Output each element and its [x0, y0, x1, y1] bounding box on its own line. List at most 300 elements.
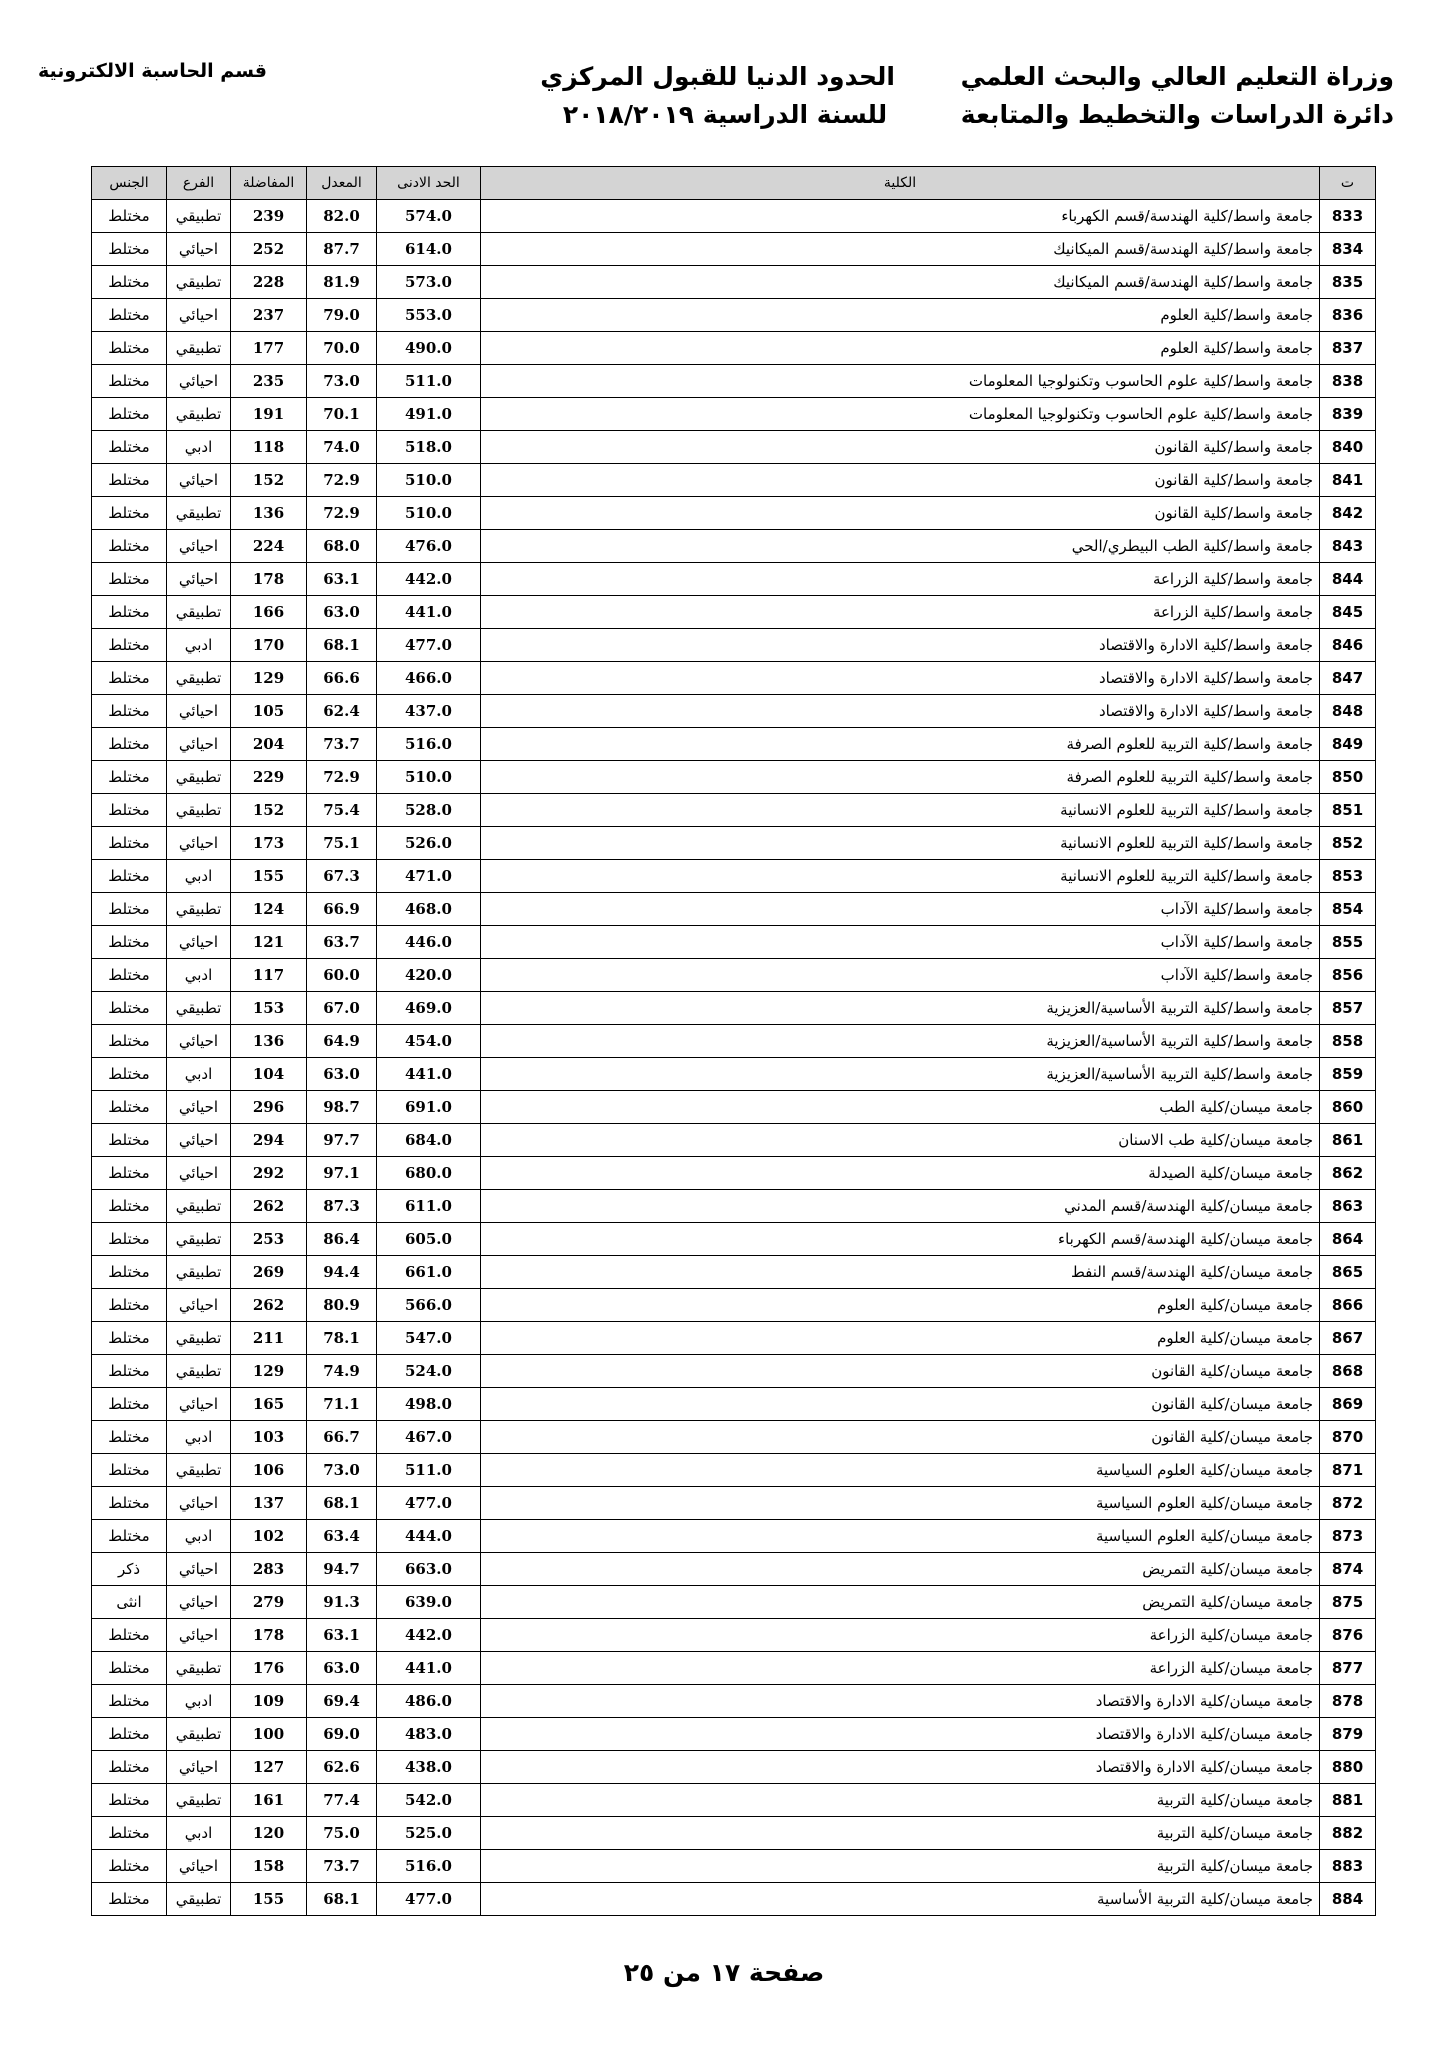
cell-college: جامعة واسط/كلية التربية الأساسية/العزيزية [481, 992, 1320, 1025]
cell-average: 63.4 [307, 1520, 377, 1553]
cell-college: جامعة ميسان/كلية الهندسة/قسم المدني [481, 1190, 1320, 1223]
cell-preference: 124 [231, 893, 307, 926]
table-row [92, 596, 1376, 629]
cell-min-score: 441.0 [377, 596, 481, 629]
cell-min-score: 680.0 [377, 1157, 481, 1190]
cell-num: 880 [1320, 1751, 1376, 1784]
cell-college: جامعة ميسان/كلية الزراعة [481, 1619, 1320, 1652]
cell-min-score: 466.0 [377, 662, 481, 695]
cell-gender: مختلط [92, 1751, 167, 1784]
table-row [92, 1718, 1376, 1751]
cell-branch: احيائي [167, 728, 231, 761]
cell-branch: احيائي [167, 1553, 231, 1586]
cell-num: 848 [1320, 695, 1376, 728]
cell-branch: تطبيقي [167, 1223, 231, 1256]
cell-preference: 137 [231, 1487, 307, 1520]
table-row [92, 629, 1376, 662]
cell-min-score: 542.0 [377, 1784, 481, 1817]
cell-min-score: 526.0 [377, 827, 481, 860]
cell-num: 841 [1320, 464, 1376, 497]
cell-min-score: 553.0 [377, 299, 481, 332]
cell-gender: مختلط [92, 1256, 167, 1289]
table-row [92, 1883, 1376, 1916]
cell-gender: مختلط [92, 1883, 167, 1916]
cell-preference: 279 [231, 1586, 307, 1619]
cell-gender: ذكر [92, 1553, 167, 1586]
cell-preference: 237 [231, 299, 307, 332]
table-row [92, 1685, 1376, 1718]
cell-average: 70.1 [307, 398, 377, 431]
cell-gender: مختلط [92, 1685, 167, 1718]
cell-preference: 105 [231, 695, 307, 728]
cell-college: جامعة واسط/كلية الهندسة/قسم الميكانيك [481, 233, 1320, 266]
cell-average: 63.1 [307, 1619, 377, 1652]
cell-gender: مختلط [92, 1718, 167, 1751]
cell-num: 884 [1320, 1883, 1376, 1916]
document-title: الحدود الدنيا للقبول المركزي [540, 62, 895, 91]
cell-gender: مختلط [92, 1817, 167, 1850]
cell-preference: 100 [231, 1718, 307, 1751]
table-body [92, 200, 1376, 1916]
cell-num: 837 [1320, 332, 1376, 365]
cell-average: 72.9 [307, 464, 377, 497]
cell-branch: تطبيقي [167, 1652, 231, 1685]
cell-average: 97.1 [307, 1157, 377, 1190]
cell-college: جامعة ميسان/كلية العلوم [481, 1289, 1320, 1322]
cell-gender: مختلط [92, 794, 167, 827]
table-row [92, 761, 1376, 794]
cell-gender: مختلط [92, 266, 167, 299]
cell-average: 77.4 [307, 1784, 377, 1817]
cell-branch: احيائي [167, 1487, 231, 1520]
cell-average: 94.4 [307, 1256, 377, 1289]
cell-preference: 269 [231, 1256, 307, 1289]
cell-branch: تطبيقي [167, 794, 231, 827]
cell-gender: مختلط [92, 1058, 167, 1091]
cell-gender: مختلط [92, 365, 167, 398]
cell-gender: مختلط [92, 926, 167, 959]
cell-branch: تطبيقي [167, 1718, 231, 1751]
cell-preference: 121 [231, 926, 307, 959]
cell-college: جامعة واسط/كلية الآداب [481, 926, 1320, 959]
cell-min-score: 573.0 [377, 266, 481, 299]
cell-gender: مختلط [92, 1289, 167, 1322]
cell-num: 862 [1320, 1157, 1376, 1190]
cell-preference: 129 [231, 1355, 307, 1388]
cell-average: 73.0 [307, 1454, 377, 1487]
cell-preference: 239 [231, 200, 307, 233]
cell-college: جامعة ميسان/كلية الادارة والاقتصاد [481, 1751, 1320, 1784]
cell-gender: مختلط [92, 860, 167, 893]
table-row [92, 1454, 1376, 1487]
cell-branch: احيائي [167, 365, 231, 398]
cell-min-score: 611.0 [377, 1190, 481, 1223]
cell-min-score: 498.0 [377, 1388, 481, 1421]
cell-gender: مختلط [92, 992, 167, 1025]
cell-branch: ادبي [167, 1685, 231, 1718]
cell-min-score: 441.0 [377, 1652, 481, 1685]
table-row [92, 1586, 1376, 1619]
cell-min-score: 663.0 [377, 1553, 481, 1586]
cell-branch: ادبي [167, 1817, 231, 1850]
cell-min-score: 605.0 [377, 1223, 481, 1256]
cell-num: 839 [1320, 398, 1376, 431]
table-row [92, 1256, 1376, 1289]
cell-branch: تطبيقي [167, 596, 231, 629]
table-row [92, 728, 1376, 761]
ministry-header [961, 58, 1394, 134]
cell-num: 858 [1320, 1025, 1376, 1058]
table-row [92, 1520, 1376, 1553]
cell-gender: مختلط [92, 1025, 167, 1058]
cell-gender: مختلط [92, 1520, 167, 1553]
cell-preference: 262 [231, 1190, 307, 1223]
page-number: صفحة ١٧ من ٢٥ [623, 1958, 825, 1987]
cell-branch: احيائي [167, 1619, 231, 1652]
cell-num: 874 [1320, 1553, 1376, 1586]
cell-college: جامعة ميسان/كلية التربية [481, 1817, 1320, 1850]
cell-gender: مختلط [92, 761, 167, 794]
cell-branch: تطبيقي [167, 1454, 231, 1487]
cell-num: 883 [1320, 1850, 1376, 1883]
cell-preference: 191 [231, 398, 307, 431]
cell-average: 69.4 [307, 1685, 377, 1718]
cell-num: 843 [1320, 530, 1376, 563]
table-row [92, 662, 1376, 695]
cell-college: جامعة واسط/كلية العلوم [481, 332, 1320, 365]
cell-average: 63.0 [307, 596, 377, 629]
cell-min-score: 547.0 [377, 1322, 481, 1355]
cell-average: 81.9 [307, 266, 377, 299]
document-title-block [540, 58, 895, 134]
cell-average: 97.7 [307, 1124, 377, 1157]
cell-min-score: 444.0 [377, 1520, 481, 1553]
cell-num: 853 [1320, 860, 1376, 893]
cell-preference: 102 [231, 1520, 307, 1553]
cell-college: جامعة واسط/كلية القانون [481, 497, 1320, 530]
cell-branch: تطبيقي [167, 992, 231, 1025]
cell-min-score: 511.0 [377, 365, 481, 398]
cell-average: 62.4 [307, 695, 377, 728]
cell-num: 875 [1320, 1586, 1376, 1619]
table-row [92, 1388, 1376, 1421]
cell-college: جامعة واسط/كلية الادارة والاقتصاد [481, 629, 1320, 662]
cell-college: جامعة واسط/كلية القانون [481, 431, 1320, 464]
cell-college: جامعة ميسان/كلية التربية الأساسية [481, 1883, 1320, 1916]
cell-num: 835 [1320, 266, 1376, 299]
cell-num: 873 [1320, 1520, 1376, 1553]
cell-num: 878 [1320, 1685, 1376, 1718]
cell-average: 75.1 [307, 827, 377, 860]
cell-num: 850 [1320, 761, 1376, 794]
cell-preference: 296 [231, 1091, 307, 1124]
cell-preference: 204 [231, 728, 307, 761]
cell-min-score: 442.0 [377, 563, 481, 596]
table-row [92, 365, 1376, 398]
cell-min-score: 486.0 [377, 1685, 481, 1718]
cell-college: جامعة واسط/كلية التربية للعلوم الصرفة [481, 728, 1320, 761]
table-row [92, 1784, 1376, 1817]
cell-gender: مختلط [92, 563, 167, 596]
cell-average: 75.0 [307, 1817, 377, 1850]
cell-college: جامعة واسط/كلية علوم الحاسوب وتكنولوجيا المعلومات [481, 365, 1320, 398]
cell-min-score: 477.0 [377, 1883, 481, 1916]
cell-college: جامعة واسط/كلية التربية للعلوم الانسانية [481, 827, 1320, 860]
cell-branch: تطبيقي [167, 266, 231, 299]
cell-gender: مختلط [92, 233, 167, 266]
cell-average: 64.9 [307, 1025, 377, 1058]
cell-preference: 118 [231, 431, 307, 464]
cell-college: جامعة ميسان/كلية الهندسة/قسم النفط [481, 1256, 1320, 1289]
cell-preference: 178 [231, 563, 307, 596]
cell-college: جامعة ميسان/كلية القانون [481, 1421, 1320, 1454]
cell-branch: ادبي [167, 860, 231, 893]
cell-college: جامعة ميسان/كلية الهندسة/قسم الكهرباء [481, 1223, 1320, 1256]
cell-average: 71.1 [307, 1388, 377, 1421]
cell-preference: 155 [231, 1883, 307, 1916]
cell-college: جامعة واسط/كلية الآداب [481, 959, 1320, 992]
table-row [92, 266, 1376, 299]
cell-branch: تطبيقي [167, 1883, 231, 1916]
cell-average: 87.3 [307, 1190, 377, 1223]
cell-preference: 158 [231, 1850, 307, 1883]
cell-num: 871 [1320, 1454, 1376, 1487]
cell-branch: تطبيقي [167, 761, 231, 794]
header-pref: المفاضلة [231, 167, 307, 200]
cell-min-score: 442.0 [377, 1619, 481, 1652]
header-avg: المعدل [307, 167, 377, 200]
cell-gender: مختلط [92, 959, 167, 992]
cell-preference: 224 [231, 530, 307, 563]
cell-college: جامعة واسط/كلية الزراعة [481, 596, 1320, 629]
cell-college: جامعة واسط/كلية الهندسة/قسم الكهرباء [481, 200, 1320, 233]
cell-college: جامعة واسط/كلية الطب البيطري/الحي [481, 530, 1320, 563]
cell-min-score: 684.0 [377, 1124, 481, 1157]
table-row [92, 1190, 1376, 1223]
cell-gender: مختلط [92, 1652, 167, 1685]
cell-average: 91.3 [307, 1586, 377, 1619]
cell-college: جامعة واسط/كلية علوم الحاسوب وتكنولوجيا المعلومات [481, 398, 1320, 431]
cell-branch: احيائي [167, 1091, 231, 1124]
cell-num: 877 [1320, 1652, 1376, 1685]
table-row [92, 1355, 1376, 1388]
cell-average: 68.1 [307, 629, 377, 662]
cell-min-score: 469.0 [377, 992, 481, 1025]
cell-num: 836 [1320, 299, 1376, 332]
cell-num: 846 [1320, 629, 1376, 662]
cell-college: جامعة ميسان/كلية الادارة والاقتصاد [481, 1685, 1320, 1718]
cell-college: جامعة ميسان/كلية الطب [481, 1091, 1320, 1124]
table-row [92, 1751, 1376, 1784]
cell-min-score: 438.0 [377, 1751, 481, 1784]
cell-branch: ادبي [167, 629, 231, 662]
cell-college: جامعة ميسان/كلية الزراعة [481, 1652, 1320, 1685]
cell-num: 863 [1320, 1190, 1376, 1223]
header-college: الكلية [481, 167, 1320, 200]
cell-branch: احيائي [167, 827, 231, 860]
cell-gender: مختلط [92, 695, 167, 728]
ministry-name: وزراة التعليم العالي والبحث العلمي [960, 62, 1394, 91]
cell-college: جامعة واسط/كلية الآداب [481, 893, 1320, 926]
cell-preference: 152 [231, 464, 307, 497]
cell-gender: مختلط [92, 1322, 167, 1355]
cell-num: 876 [1320, 1619, 1376, 1652]
cell-num: 868 [1320, 1355, 1376, 1388]
table-row [92, 1322, 1376, 1355]
header-gender: الجنس [92, 167, 167, 200]
cell-num: 866 [1320, 1289, 1376, 1322]
cell-college: جامعة ميسان/كلية التمريض [481, 1553, 1320, 1586]
cell-gender: مختلط [92, 827, 167, 860]
cell-average: 73.0 [307, 365, 377, 398]
cell-branch: تطبيقي [167, 398, 231, 431]
cell-preference: 178 [231, 1619, 307, 1652]
cell-preference: 166 [231, 596, 307, 629]
cell-branch: ادبي [167, 431, 231, 464]
cell-branch: تطبيقي [167, 497, 231, 530]
table-row [92, 1487, 1376, 1520]
table-row [92, 860, 1376, 893]
cell-num: 869 [1320, 1388, 1376, 1421]
cell-gender: مختلط [92, 200, 167, 233]
table-row [92, 233, 1376, 266]
cell-branch: احيائي [167, 1289, 231, 1322]
cell-min-score: 574.0 [377, 200, 481, 233]
cell-branch: تطبيقي [167, 893, 231, 926]
cell-preference: 153 [231, 992, 307, 1025]
cell-preference: 120 [231, 1817, 307, 1850]
table-row [92, 794, 1376, 827]
cell-average: 63.0 [307, 1652, 377, 1685]
cell-min-score: 566.0 [377, 1289, 481, 1322]
cell-num: 842 [1320, 497, 1376, 530]
cell-preference: 253 [231, 1223, 307, 1256]
cell-college: جامعة ميسان/كلية التربية [481, 1850, 1320, 1883]
cell-preference: 294 [231, 1124, 307, 1157]
cell-branch: تطبيقي [167, 1322, 231, 1355]
cell-average: 66.9 [307, 893, 377, 926]
cell-preference: 161 [231, 1784, 307, 1817]
cell-min-score: 476.0 [377, 530, 481, 563]
cell-branch: تطبيقي [167, 1190, 231, 1223]
cell-preference: 152 [231, 794, 307, 827]
cell-college: جامعة ميسان/كلية العلوم السياسية [481, 1520, 1320, 1553]
table-row [92, 1223, 1376, 1256]
table-row [92, 530, 1376, 563]
cell-gender: مختلط [92, 1619, 167, 1652]
cell-college: جامعة ميسان/كلية الصيدلة [481, 1157, 1320, 1190]
cell-average: 63.0 [307, 1058, 377, 1091]
cell-gender: مختلط [92, 1355, 167, 1388]
cell-min-score: 691.0 [377, 1091, 481, 1124]
cell-min-score: 510.0 [377, 761, 481, 794]
cell-average: 68.0 [307, 530, 377, 563]
cell-gender: انثى [92, 1586, 167, 1619]
cell-college: جامعة واسط/كلية التربية للعلوم الانسانية [481, 794, 1320, 827]
cell-gender: مختلط [92, 596, 167, 629]
cell-average: 67.0 [307, 992, 377, 1025]
cell-preference: 177 [231, 332, 307, 365]
cell-min-score: 420.0 [377, 959, 481, 992]
cell-gender: مختلط [92, 1850, 167, 1883]
cell-min-score: 471.0 [377, 860, 481, 893]
cell-college: جامعة واسط/كلية التربية للعلوم الصرفة [481, 761, 1320, 794]
table-row [92, 926, 1376, 959]
cell-branch: احيائي [167, 1025, 231, 1058]
cell-min-score: 518.0 [377, 431, 481, 464]
cell-min-score: 516.0 [377, 1850, 481, 1883]
cell-gender: مختلط [92, 497, 167, 530]
cell-preference: 104 [231, 1058, 307, 1091]
cell-college: جامعة ميسان/كلية التمريض [481, 1586, 1320, 1619]
computer-section-label: قسم الحاسبة الالكترونية [38, 60, 267, 82]
cell-branch: احيائي [167, 1751, 231, 1784]
cell-gender: مختلط [92, 332, 167, 365]
cell-branch: تطبيقي [167, 1355, 231, 1388]
table-row [92, 695, 1376, 728]
cell-branch: احيائي [167, 926, 231, 959]
cell-average: 60.0 [307, 959, 377, 992]
cell-min-score: 437.0 [377, 695, 481, 728]
cell-branch: احيائي [167, 1850, 231, 1883]
cell-min-score: 483.0 [377, 1718, 481, 1751]
table-row [92, 1421, 1376, 1454]
cell-num: 833 [1320, 200, 1376, 233]
cell-average: 72.9 [307, 497, 377, 530]
cell-average: 68.1 [307, 1883, 377, 1916]
cell-college: جامعة واسط/كلية الادارة والاقتصاد [481, 695, 1320, 728]
cell-college: جامعة واسط/كلية الزراعة [481, 563, 1320, 596]
cell-min-score: 454.0 [377, 1025, 481, 1058]
cell-average: 74.9 [307, 1355, 377, 1388]
cell-preference: 283 [231, 1553, 307, 1586]
cell-num: 851 [1320, 794, 1376, 827]
cell-college: جامعة واسط/كلية الهندسة/قسم الميكانيك [481, 266, 1320, 299]
cell-num: 845 [1320, 596, 1376, 629]
cell-average: 82.0 [307, 200, 377, 233]
table-row [92, 1553, 1376, 1586]
cell-gender: مختلط [92, 629, 167, 662]
cell-min-score: 441.0 [377, 1058, 481, 1091]
cell-num: 834 [1320, 233, 1376, 266]
cell-min-score: 614.0 [377, 233, 481, 266]
cell-branch: ادبي [167, 1058, 231, 1091]
cell-average: 87.7 [307, 233, 377, 266]
cell-branch: تطبيقي [167, 1784, 231, 1817]
cell-gender: مختلط [92, 1388, 167, 1421]
cell-average: 74.0 [307, 431, 377, 464]
cell-num: 844 [1320, 563, 1376, 596]
admission-table [91, 166, 1376, 1916]
cell-num: 864 [1320, 1223, 1376, 1256]
table-row [92, 1850, 1376, 1883]
cell-branch: احيائي [167, 695, 231, 728]
cell-branch: احيائي [167, 530, 231, 563]
table-row [92, 1652, 1376, 1685]
cell-average: 67.3 [307, 860, 377, 893]
cell-average: 66.7 [307, 1421, 377, 1454]
cell-gender: مختلط [92, 728, 167, 761]
cell-num: 870 [1320, 1421, 1376, 1454]
table-row [92, 431, 1376, 464]
cell-average: 69.0 [307, 1718, 377, 1751]
table-row [92, 893, 1376, 926]
cell-preference: 235 [231, 365, 307, 398]
cell-college: جامعة ميسان/كلية الادارة والاقتصاد [481, 1718, 1320, 1751]
cell-branch: احيائي [167, 464, 231, 497]
cell-min-score: 510.0 [377, 497, 481, 530]
cell-min-score: 525.0 [377, 1817, 481, 1850]
